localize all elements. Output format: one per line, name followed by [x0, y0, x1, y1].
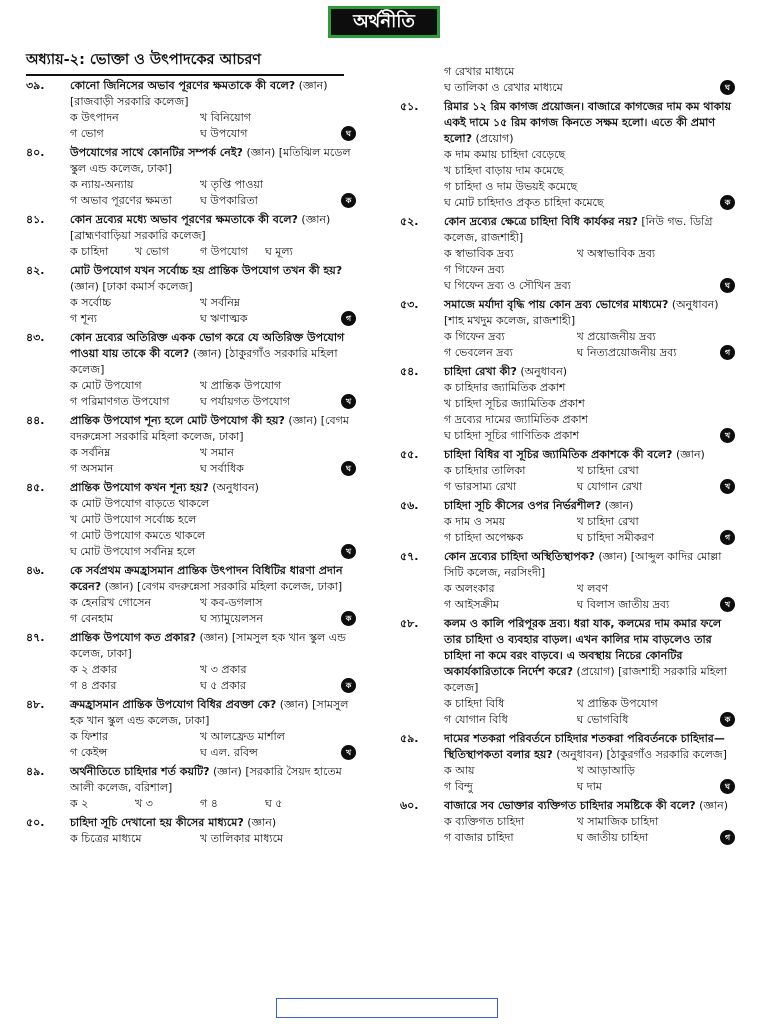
option-d: ঘ ৫ প্রকার: [200, 679, 247, 692]
question-number: ৫১.: [400, 100, 419, 113]
question-body: [70, 413, 356, 445]
question-source: (অনুধাবন): [212, 481, 259, 494]
question-body: [70, 263, 356, 295]
left-column: [26, 78, 356, 850]
question-item: [400, 498, 735, 546]
option-c: গ অসমান: [70, 462, 114, 475]
question-item: [26, 815, 356, 847]
option-d: ঘ যোগান রেখা: [576, 480, 643, 493]
option-a: ক সর্বোচ্চ: [70, 296, 112, 309]
options-group: [444, 763, 735, 795]
option-c: গ ভারসাম্য রেখা: [444, 480, 517, 493]
option-d: ঘ নিত্যপ্রয়োজনীয় দ্রব্য: [576, 346, 677, 359]
question-text: অর্থনীতিতে চাহিদার শর্ত কয়টি?: [70, 765, 210, 778]
answer-badge: খ: [341, 544, 356, 559]
option-d: ঘ জাতীয় চাহিদা: [576, 831, 649, 844]
options-group: [70, 378, 356, 410]
option-d: ঘ পর্যায়গত উপযোগ: [200, 395, 290, 408]
question-item: [26, 563, 356, 627]
options-group: [444, 581, 735, 613]
option-d: ঘ দাম: [576, 780, 602, 793]
option-d: ঘ উপযোগ: [200, 127, 248, 140]
option-a: ক দাম ও সময়: [444, 515, 506, 528]
options-group: [444, 329, 735, 361]
question-item: [400, 214, 735, 294]
option-b: খ সর্বনিম্ন: [200, 296, 240, 309]
question-body: [444, 798, 735, 814]
option-b: খ চাহিদা বাড়ায় দাম কমেছে: [444, 164, 564, 177]
question-body: [70, 330, 356, 378]
question-body: [70, 764, 356, 796]
option-b: খ চাহিদা সূচির জ্যামিতিক প্রকাশ: [444, 397, 585, 410]
option-d: ঘ তালিকা ও রেখার মাধ্যমে: [444, 81, 563, 94]
question-source: (জ্ঞান): [247, 816, 277, 829]
question-text: দামের শতকরা পরিবর্তনে চাহিদার শতকরা পরিবর্তনকে চাহিদার—স্থিতিস্থাপকতা বলার হয়?: [444, 732, 725, 761]
option-a: ক স্বাভাবিক দ্রব্য: [444, 247, 514, 260]
option-c: গ শূন্য: [70, 312, 97, 325]
option-c: গ উপযোগ: [200, 245, 248, 258]
question-body: [444, 498, 735, 514]
question-text: উপযোগের সাথে কোনটির সম্পর্ক নেই?: [70, 146, 243, 159]
option-c: গ বাজার চাহিদা: [444, 831, 514, 844]
question-number: ৫৬.: [400, 499, 419, 512]
chapter-heading: অধ্যায়-২: ভোক্তা ও উৎপাদকের আচরণ: [26, 52, 262, 68]
question-text: রিমার ১২ রিম কাগজ প্রয়োজন। বাজারে কাগজের দাম কম থাকায় একই দামে ১৫ রিম কাগজ কিনতে সক্ষম হলো। এতে কী প্রমাণ হলো?: [444, 100, 731, 145]
options-group: [70, 177, 356, 209]
option-a: ক উৎপাদন: [70, 111, 119, 124]
question-body: [444, 99, 735, 147]
question-body: [70, 630, 356, 662]
question-body: [70, 815, 356, 831]
question-source: (জ্ঞান) [ঢাকা কমার্স কলেজ]: [70, 280, 193, 293]
question-source: (জ্ঞান) [সামসুল হক খান স্কুল এন্ড কলেজ, ঢাকা]: [70, 698, 349, 727]
options-group: [70, 595, 356, 627]
option-d: ঘ সর্বাধিক: [200, 462, 244, 475]
option-b: খ মোট উপযোগ সর্বোচ্চ হলে: [70, 513, 197, 526]
option-d: ঘ মোট চাহিদাও প্রকৃত চাহিদা কমেছে: [444, 196, 604, 209]
question-text: কোনো জিনিসের অভাব পূরণের ক্ষমতাকে কী বলে?: [70, 79, 296, 92]
question-item: [26, 330, 356, 410]
question-text: কোন দ্রব্যের চাহিদা অস্থিতিস্থাপক?: [444, 550, 595, 563]
question-text: প্রান্তিক উপযোগ শূন্য হলে মোট উপযোগ কী হয়?: [70, 414, 285, 427]
options-group: [444, 147, 735, 211]
question-item: [400, 99, 735, 211]
answer-badge: খ: [341, 394, 356, 409]
option-a: ক আয়: [444, 764, 475, 777]
option-c: গ গিফেন দ্রব্য: [444, 263, 505, 276]
option-c: গ ভোগ: [70, 127, 104, 140]
options-group: [70, 496, 356, 560]
question-number: ৪৯.: [26, 765, 45, 778]
option-a: ক মোট উপযোগ বাড়তে থাকলে: [70, 497, 210, 510]
question-text: কোন দ্রব্যের অতিরিক্ত একক ভোগ করে যে অতিরিক্ত উপযোগ পাওয়া যায় তাকে কী বলে?: [70, 331, 345, 360]
question-item: [400, 616, 735, 728]
question-item: [400, 447, 735, 495]
question-item: [26, 413, 356, 477]
options-group: [70, 244, 356, 260]
options-group: [70, 796, 356, 812]
question-number: ৫৭.: [400, 550, 419, 563]
answer-badge: ঘ: [720, 779, 735, 794]
footer-link-box: [276, 998, 498, 1018]
option-a: ক হেনরিখ গোসেন: [70, 596, 152, 609]
question-item: [400, 364, 735, 444]
question-body: [444, 364, 735, 380]
option-c: গ ৪: [200, 797, 218, 810]
question-source: (প্রয়োগ) [রাজশাহী সরকারি মহিলা কলেজ]: [444, 665, 727, 694]
question-number: ৫৩.: [400, 298, 419, 311]
question-body: [444, 549, 735, 581]
question-body: [444, 447, 735, 463]
option-c: গ যোগান বিধি: [444, 713, 508, 726]
answer-badge: ঘ: [720, 278, 735, 293]
question-body: [70, 697, 356, 729]
answer-badge: ক: [720, 712, 735, 727]
option-c: গ মোট উপযোগ কমতে থাকলে: [70, 529, 206, 542]
question-source: (জ্ঞান) [ঠাকুরগাঁও সরকারি মহিলা কলেজ]: [70, 347, 338, 376]
option-c: গ চাহিদা ও দাম উভয়ই কমেছে: [444, 180, 578, 193]
answer-badge: ক: [720, 195, 735, 210]
answer-badge: ঘ: [720, 80, 735, 95]
option-b: খ আলফ্রেড মার্শাল: [200, 730, 285, 743]
question-number: ৪৬.: [26, 564, 45, 577]
question-body: [444, 214, 735, 246]
option-d: ঘ এল. রবিন্স: [200, 746, 258, 759]
question-text: কলম ও কালি পরিপূরক দ্রব্য। ধরা যাক, কলমের দাম কমার ফলে তার চাহিদা ও ব্যবহার বাড়ল। এখন কালির দাম বাড়লেও তার চাহিদা না কমে বরং বাড়বে। এ অবস্থায় নিচের কোনটির অকার্যকারিতাকে নির্দেশ করে?: [444, 617, 722, 678]
option-b: খ আড়াআড়ি: [576, 764, 635, 777]
option-c: গ বিন্দু: [444, 780, 473, 793]
option-a: ক অলংকার: [444, 582, 495, 595]
question-item: [400, 798, 735, 846]
options-group: [70, 729, 356, 761]
question-source: (জ্ঞান) [বেগম বদরুন্নেসা সরকারি মহিলা কলেজ, ঢাকা]: [70, 414, 349, 443]
options-group: [70, 445, 356, 477]
option-b: খ চাহিদা রেখা: [576, 515, 639, 528]
question-item: [400, 549, 735, 613]
question-source: (অনুধাবন) [ঠাকুরগাঁও সরকারি কলেজ]: [556, 748, 727, 761]
question-item: [26, 630, 356, 694]
answer-badge: গ: [720, 345, 735, 360]
question-text: কে সর্বপ্রথম ক্রমহ্রাসমান প্রান্তিক উৎপাদন বিধিটির ধারণা প্রদান করেন?: [70, 564, 343, 593]
option-a: ক ফিশার: [70, 730, 109, 743]
question-source: (অনুধাবন): [520, 365, 568, 378]
option-b: খ অস্বাভাবিক দ্রব্য: [576, 247, 656, 260]
options-group: [444, 814, 735, 846]
option-c: গ কেইন্স: [70, 746, 108, 759]
question-text: প্রান্তিক উপযোগ কখন শূন্য হয়?: [70, 481, 209, 494]
answer-badge: খ: [720, 479, 735, 494]
question-body: [70, 563, 356, 595]
question-source: (জ্ঞান) [ব্রাহ্মণবাড়িয়া সরকারি কলেজ]: [70, 213, 331, 242]
option-a: ক ব্যক্তিগত চাহিদা: [444, 815, 525, 828]
options-group: [444, 380, 735, 444]
option-a: ক চিত্রের মাধ্যমে: [70, 832, 142, 845]
answer-badge: গ: [720, 830, 735, 845]
option-d: ঘ চাহিদা সূচির গাণিতিক প্রকাশ: [444, 429, 580, 442]
answer-badge: ক: [341, 678, 356, 693]
question-source: (প্রয়োগ): [475, 132, 514, 145]
option-c: গ বেনহাম: [70, 612, 113, 625]
question-text: প্রান্তিক উপযোগ কত প্রকার?: [70, 631, 196, 644]
option-b: খ সামাজিক চাহিদা: [576, 815, 659, 828]
answer-badge: গ: [341, 311, 356, 326]
answer-badge: গ: [720, 530, 735, 545]
question-item: [26, 212, 356, 260]
option-d: ঘ গিফেন দ্রব্য ও সৌখিন দ্রব্য: [444, 279, 571, 292]
option-b: খ তৃপ্তি পাওয়া: [200, 178, 264, 191]
option-b: খ চাহিদা রেখা: [576, 464, 639, 477]
options-group: [70, 831, 356, 847]
question-number: ৫০.: [26, 816, 45, 829]
option-b: খ সমান: [200, 446, 234, 459]
option-d: ঘ ৫: [265, 797, 283, 810]
page-title: অর্থনীতি: [328, 6, 440, 38]
question-text: চাহিদা রেখা কী?: [444, 365, 517, 378]
option-b: খ লবণ: [576, 582, 609, 595]
question-source: (জ্ঞান): [675, 448, 705, 461]
options-group: [70, 295, 356, 327]
option-a: ক গিফেন দ্রব্য: [444, 330, 505, 343]
option-c: গ ভেবলেন দ্রব্য: [444, 346, 513, 359]
question-source: (জ্ঞান) [সামসুল হক খান স্কুল এন্ড কলেজ, ঢাকা]: [70, 631, 346, 660]
options-group: [444, 463, 735, 495]
question-number: ৬০.: [400, 799, 419, 812]
question-text: কোন দ্রব্যের মধ্যে অভাব পূরণের ক্ষমতাকে কী বলে?: [70, 213, 298, 226]
option-b: খ প্রান্তিক উপযোগ: [576, 697, 658, 710]
option-b: খ কব-ডগলাস: [200, 596, 263, 609]
option-c: গ ৪ প্রকার: [70, 679, 117, 692]
option-c: গ আইসক্রীম: [444, 598, 499, 611]
option-b: খ তালিকার মাধ্যমে: [200, 832, 284, 845]
question-source: (জ্ঞান) [বেগম বদরুন্নেসা সরকারি মহিলা কলেজ, ঢাকা]: [104, 580, 343, 593]
option-c: গ পরিমাণগত উপযোগ: [70, 395, 170, 408]
option-a: ক চাহিদার তালিকা: [444, 464, 526, 477]
question-body: [70, 212, 356, 244]
question-source: (জ্ঞান) [সরকারি সৈয়দ হাতেম আলী কলেজ, বরিশাল]: [70, 765, 342, 794]
option-a: ক মোট উপযোগ: [70, 379, 142, 392]
question-item: [26, 78, 356, 142]
option-c: গ দ্রব্যের দামের জ্যামিতিক প্রকাশ: [444, 413, 589, 426]
question-number: ৫৪.: [400, 365, 419, 378]
option-d: ঘ ভোগবিধি: [576, 713, 629, 726]
options-group: [70, 110, 356, 142]
options-group: [444, 696, 735, 728]
option-a: ক চাহিদার জ্যামিতিক প্রকাশ: [444, 381, 566, 394]
question-source: [নিউ গভ. ডিগ্রি কলেজ, রাজশাহী]: [444, 215, 713, 244]
question-item: [26, 145, 356, 209]
question-body: [70, 480, 356, 496]
option-d: ঘ স্যামুয়েলসন: [200, 612, 263, 625]
question-text: ক্রমহ্রাসমান প্রান্তিক উপযোগ বিধির প্রবক্তা কে?: [70, 698, 277, 711]
question-text: কোন দ্রব্যের ক্ষেত্রে চাহিদা বিধি কার্যকর নয়?: [444, 215, 638, 228]
option-b: খ ভোগ: [135, 245, 169, 258]
question-source: (অনুধাবন) [শাহ মখদুম কলেজ, রাজশাহী]: [444, 298, 719, 327]
question-number: ৪৪.: [26, 414, 45, 427]
answer-badge: খ: [720, 428, 735, 443]
question-item: [400, 731, 735, 795]
question-body: [70, 145, 356, 177]
question-body: [444, 731, 735, 763]
option-d: ঘ চাহিদা সমীকরণ: [576, 531, 655, 544]
option-c: গ অভাব পূরণের ক্ষমতা: [70, 194, 172, 207]
right-column: [400, 64, 735, 849]
question-source: (জ্ঞান) [আব্দুল কাদির মোল্লা সিটি কলেজ, নরসিংদী]: [444, 550, 722, 579]
option-d: ঘ উপকারিতা: [200, 194, 258, 207]
question-number: ৪০.: [26, 146, 45, 159]
question-text: চাহিদা বিধির বা সূচির জ্যামিতিক প্রকাশকে কী বলে?: [444, 448, 673, 461]
answer-badge: খ: [720, 597, 735, 612]
question-number: ৪৩.: [26, 331, 45, 344]
question-item: [400, 297, 735, 361]
question-text: চাহিদা সূচি দেখানো হয় কীসের মাধ্যমে?: [70, 816, 244, 829]
question-text: সমাজে মর্যাদা বৃদ্ধি পায় কোন দ্রব্য ভোগের মাধ্যমে?: [444, 298, 669, 311]
question-number: ৫৮.: [400, 617, 419, 630]
question-number: ৩৯.: [26, 79, 45, 92]
question-text: বাজারে সব ভোক্তার ব্যক্তিগত চাহিদার সমষ্টিকে কী বলে?: [444, 799, 696, 812]
question-number: ৫৫.: [400, 448, 419, 461]
option-d: ঘ ঋণাত্মক: [200, 312, 248, 325]
option-a: ক চাহিদা: [70, 245, 109, 258]
question-number: ৪৮.: [26, 698, 45, 711]
options-group: [444, 246, 735, 294]
question-number: ৫২.: [400, 215, 419, 228]
question-body: [444, 616, 735, 696]
question-item: [26, 764, 356, 812]
answer-badge: ঘ: [341, 126, 356, 141]
option-a: ক ২ প্রকার: [70, 663, 117, 676]
option-b: খ ৩ প্রকার: [200, 663, 247, 676]
question-number: ৪১.: [26, 213, 45, 226]
answer-badge: ঘ: [341, 461, 356, 476]
question-source: (জ্ঞান): [699, 799, 729, 812]
question-item: [26, 263, 356, 327]
option-a: ক সর্বনিম্ন: [70, 446, 111, 459]
question-source: (জ্ঞান): [604, 499, 634, 512]
option-a: ক চাহিদা বিধি: [444, 697, 505, 710]
option-c: গ চাহিদা অপেক্ষক: [444, 531, 524, 544]
question-number: ৪৭.: [26, 631, 45, 644]
question-number: ৫৯.: [400, 732, 419, 745]
chapter-underline: [26, 74, 344, 76]
option-d: ঘ বিলাস জাতীয় দ্রব্য: [576, 598, 670, 611]
continued-options: [400, 64, 735, 96]
question-text: মোট উপযোগ যখন সর্বোচ্চ হয় প্রান্তিক উপযোগ তখন কী হয়?: [70, 264, 343, 277]
answer-badge: খ: [341, 745, 356, 760]
option-b: খ প্রান্তিক উপযোগ: [200, 379, 282, 392]
option-a: ক ন্যায়-অন্যায়: [70, 178, 134, 191]
options-group: [444, 514, 735, 546]
question-item: [26, 697, 356, 761]
option-c: গ রেখার মাধ্যমে: [444, 65, 515, 78]
option-d: ঘ মূল্য: [265, 245, 293, 258]
option-b: খ ৩: [135, 797, 153, 810]
option-b: খ বিনিয়োগ: [200, 111, 252, 124]
question-number: ৪৫.: [26, 481, 45, 494]
question-source: (জ্ঞান) [রাজবাড়ী সরকারি কলেজ]: [70, 79, 328, 108]
option-d: ঘ মোট উপযোগ সর্বনিম্ন হলে: [70, 545, 196, 558]
option-a: ক দাম কমায় চাহিদা বেড়েছে: [444, 148, 566, 161]
question-body: [70, 78, 356, 110]
option-a: ক ২: [70, 797, 89, 810]
question-text: চাহিদা সূচি কীসের ওপর নির্ভরশীল?: [444, 499, 602, 512]
question-body: [444, 297, 735, 329]
answer-badge: ক: [341, 193, 356, 208]
question-number: ৪২.: [26, 264, 45, 277]
answer-badge: ক: [341, 611, 356, 626]
question-source: (জ্ঞান) [মতিঝিল মডেল স্কুল এন্ড কলেজ, ঢাকা]: [70, 146, 351, 175]
options-group: [70, 662, 356, 694]
option-b: খ প্রয়োজনীয় দ্রব্য: [576, 330, 656, 343]
question-item: [26, 480, 356, 560]
